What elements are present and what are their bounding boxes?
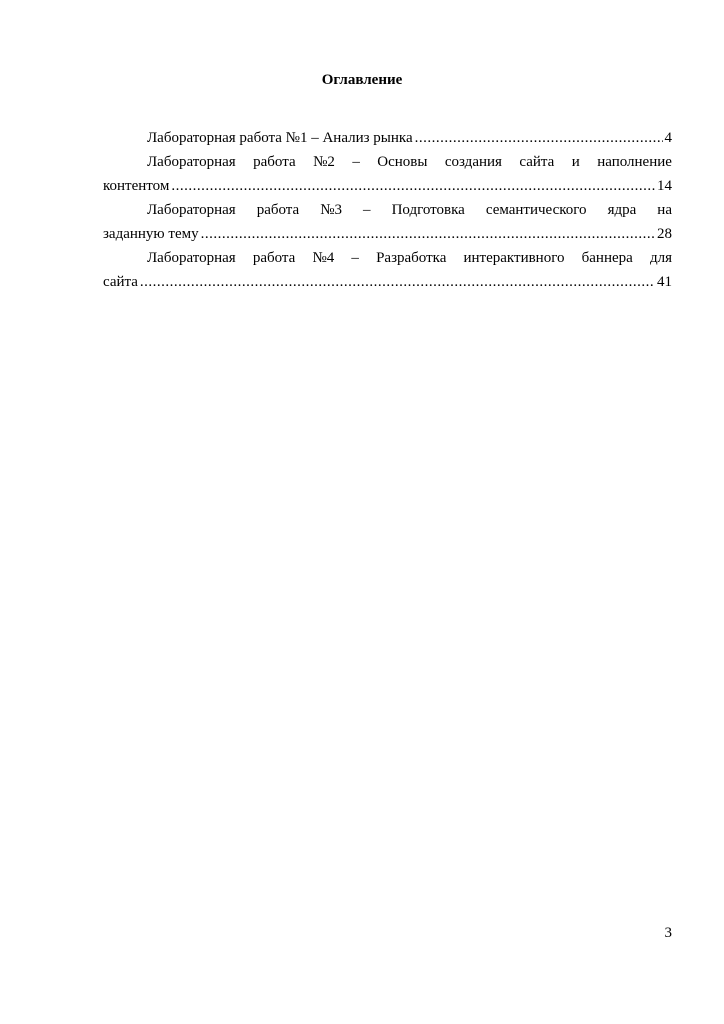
- toc-entry-4[interactable]: [103, 246, 672, 294]
- page-title: Оглавление: [321, 72, 403, 88]
- toc-word: –: [352, 154, 360, 170]
- toc-word: №4: [312, 250, 335, 266]
- toc-word: №3: [320, 202, 343, 218]
- toc-word: Разработка: [376, 250, 447, 266]
- toc-entry-line: [103, 246, 672, 270]
- toc-entry-line: [103, 126, 672, 150]
- toc-entry-title: контентом: [103, 178, 170, 194]
- toc-word: Основы: [377, 154, 428, 170]
- toc-word: сайта: [519, 154, 555, 170]
- toc-word: работа: [253, 154, 296, 170]
- dot-leader: [415, 126, 663, 150]
- table-of-contents: [103, 126, 672, 294]
- dot-leader: [201, 222, 655, 246]
- toc-word: создания: [444, 154, 502, 170]
- toc-entry-page: 14: [657, 178, 672, 194]
- dot-leader: [171, 174, 655, 198]
- toc-entry-line: [103, 270, 672, 294]
- toc-entry-title: Лабораторная работа №1 – Анализ рынка: [147, 130, 413, 146]
- toc-word: ядра: [607, 202, 637, 218]
- dot-leader: [140, 270, 655, 294]
- toc-word: Лабораторная: [147, 250, 236, 266]
- toc-entry-1[interactable]: [103, 126, 672, 150]
- toc-word: на: [657, 202, 672, 218]
- toc-word: –: [351, 250, 359, 266]
- toc-entry-page: 28: [657, 226, 672, 242]
- toc-word: Лабораторная: [147, 154, 236, 170]
- toc-entry-3[interactable]: [103, 198, 672, 246]
- toc-word: Лабораторная: [147, 202, 236, 218]
- toc-word: –: [363, 202, 371, 218]
- toc-entry-line: [103, 222, 672, 246]
- toc-word: наполнение: [597, 154, 672, 170]
- toc-word: работа: [256, 202, 300, 218]
- toc-entry-2[interactable]: [103, 150, 672, 198]
- toc-entry-line: [103, 174, 672, 198]
- toc-entry-title: заданную тему: [103, 226, 199, 242]
- toc-word: баннера: [581, 250, 633, 266]
- toc-word: работа: [252, 250, 296, 266]
- toc-entry-page: 41: [657, 274, 672, 290]
- toc-word: Подготовка: [391, 202, 465, 218]
- toc-word: и: [571, 154, 580, 170]
- toc-entry-page: 4: [664, 130, 672, 146]
- toc-entry-line: [103, 198, 672, 222]
- toc-word: для: [649, 250, 672, 266]
- page-number: 3: [664, 925, 672, 941]
- toc-word: №2: [313, 154, 335, 170]
- toc-entry-line: [103, 150, 672, 174]
- toc-entry-title: сайта: [103, 274, 138, 290]
- toc-word: семантического: [485, 202, 587, 218]
- toc-word: интерактивного: [463, 250, 565, 266]
